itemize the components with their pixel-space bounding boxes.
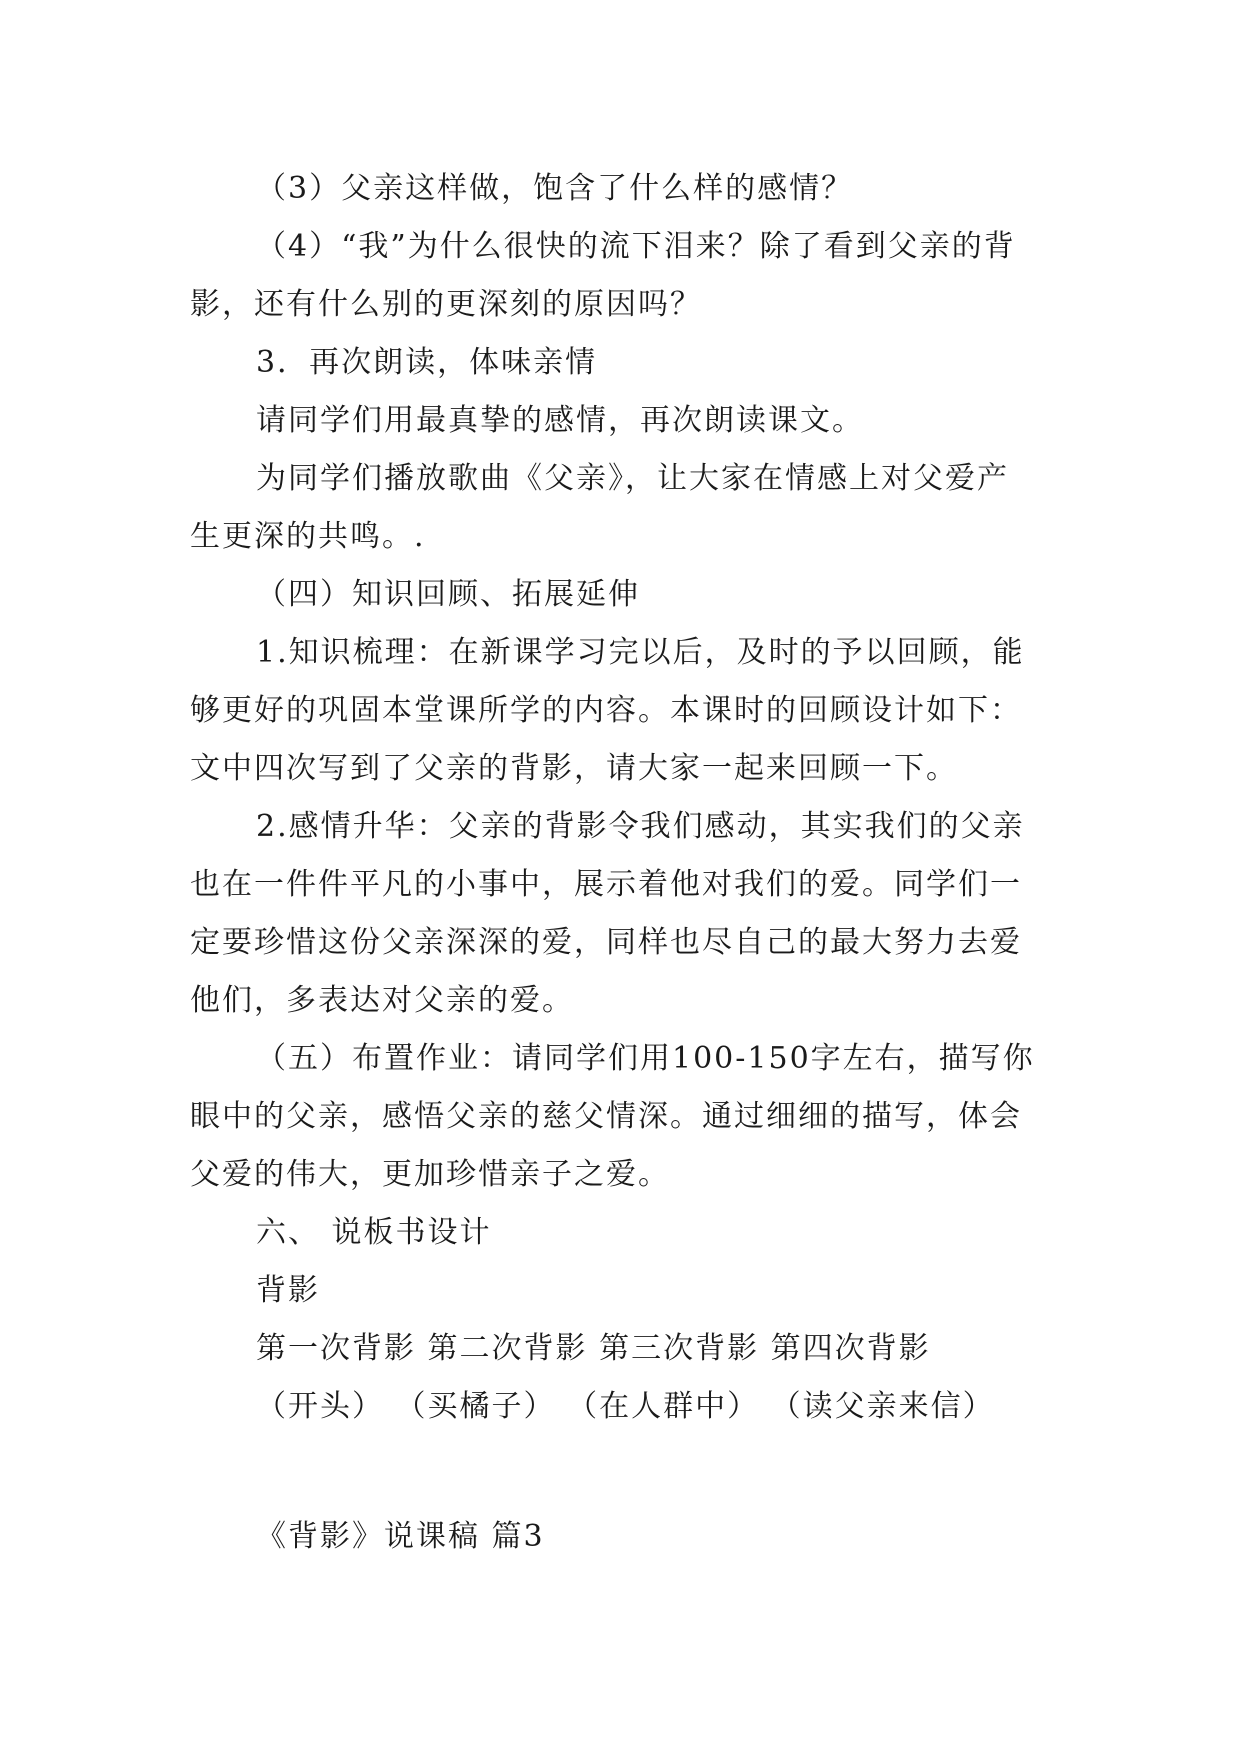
emotion-paragraph-line-3: 定要珍惜这份父亲深深的爱，同样也尽自己的最大努力去爱 bbox=[190, 925, 1022, 960]
board-title: 背影 bbox=[256, 1273, 320, 1308]
homework-line-3: 父爱的伟大，更加珍惜亲子之爱。 bbox=[190, 1157, 670, 1192]
section-6-heading: 六、 说板书设计 bbox=[256, 1215, 492, 1250]
document-page bbox=[190, 160, 1050, 1566]
knowledge-review-line-3: 文中四次写到了父亲的背影，请大家一起来回顾一下。 bbox=[190, 751, 958, 786]
question-4-line-1: （4）“我”为什么很快的流下泪来？除了看到父亲的背 bbox=[256, 229, 1016, 264]
knowledge-review-line-1: 1.知识梳理：在新课学习完以后，及时的予以回顾，能 bbox=[256, 635, 1025, 670]
emotion-paragraph-line-2: 也在一件件平凡的小事中，展示着他对我们的爱。同学们一 bbox=[190, 867, 1022, 902]
song-paragraph-line-2: 生更深的共鸣。. bbox=[190, 519, 426, 554]
section-4-heading: （四）知识回顾、拓展延伸 bbox=[256, 577, 640, 612]
homework-line-1: （五）布置作业：请同学们用100-150字左右，描写你 bbox=[256, 1041, 1035, 1076]
question-4-line-2: 影，还有什么别的更深刻的原因吗？ bbox=[190, 287, 702, 322]
homework-line-2: 眼中的父亲，感悟父亲的慈父情深。通过细细的描写，体会 bbox=[190, 1099, 1022, 1134]
question-3: （3）父亲这样做，饱含了什么样的感情？ bbox=[256, 171, 854, 206]
song-paragraph-line-1: 为同学们播放歌曲《父亲》，让大家在情感上对父爱产 bbox=[256, 461, 1009, 496]
board-row-2: （开头） （买橘子） （在人群中） （读父亲来信） bbox=[256, 1389, 995, 1424]
blank-line bbox=[190, 1436, 1050, 1494]
reading-instruction: 请同学们用最真挚的感情，再次朗读课文。 bbox=[256, 403, 864, 438]
emotion-paragraph-line-1: 2.感情升华：父亲的背影令我们感动，其实我们的父亲 bbox=[256, 809, 1025, 844]
emotion-paragraph-line-4: 他们，多表达对父亲的爱。 bbox=[190, 983, 574, 1018]
next-article-title: 《背影》说课稿 篇3 bbox=[256, 1519, 545, 1554]
board-row-1: 第一次背影 第二次背影 第三次背影 第四次背影 bbox=[256, 1331, 931, 1366]
knowledge-review-line-2: 够更好的巩固本堂课所学的内容。本课时的回顾设计如下： bbox=[190, 693, 1022, 728]
step-3-heading: 3．再次朗读，体味亲情 bbox=[256, 345, 598, 380]
